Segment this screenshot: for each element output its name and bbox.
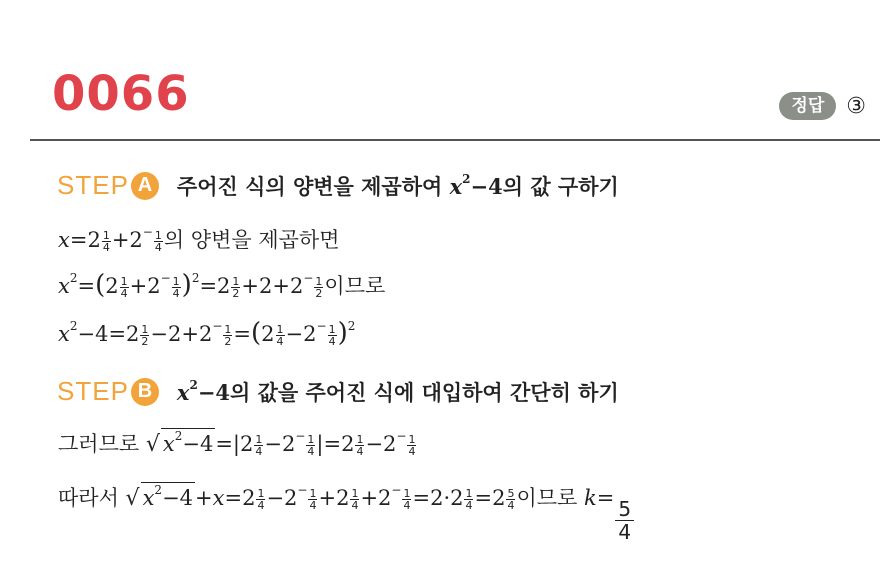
step-a-letter: A [131,172,159,200]
step-a-title: 주어진 식의 양변을 제곱하여 $x^2-4$의 값 구하기 [176,171,619,199]
step-b-heading [57,376,619,407]
line-b1: 그러므로 √ $x^2-4=|2$ $\frac{1}{4}$ −2− $\frac{1}{4}$ |=2 $\frac{1}{4}$ −2− $\frac{1}{4}$ [58,429,416,459]
answer-badge: 정답 [779,92,836,120]
problem-number: 0066 [52,66,190,122]
line-a2: $x^2=(2$ $\frac{1}{4}$ +2− $\frac{1}{4}$ )$^2$=2 $\frac{1}{2}$ +2+2− $\frac{1}{2}$ 이므로 [58,270,386,301]
line-b2: 따라서 √ $x^2-4+x=2$ $\frac{1}{4}$ −2− $\frac{1}{4}$ +2 $\frac{1}{4}$ +2− $\frac{1}{4}$ =2·2 $\frac{1}{4}$ =2 $\frac{5}{4}$ 이므로 k= $\frac{5}{4}$ [58,482,635,543]
step-a-label: STEP [57,170,129,200]
k-fraction: $\frac{5}{4}$ [615,498,634,543]
line-a3: $x^2-4=2$ $\frac{1}{2}$ −2+2− $\frac{1}{2}$ =(2 $\frac{1}{4}$ −2− $\frac{1}{4}$ )$^2$ [58,318,356,349]
answer [779,92,866,120]
answer-value: ③ [846,93,866,119]
line-a1: x=2 $\frac{1}{4}$ +2− $\frac{1}{4}$ 의 양변을 제곱하면 [58,225,340,255]
step-b-title: $x^2-4$의 값을 주어진 식에 대입하여 간단히 하기 [176,377,619,405]
header-divider [30,139,880,141]
step-b-letter: B [131,378,159,406]
step-a-heading [57,170,619,201]
step-b-label: STEP [57,376,129,406]
